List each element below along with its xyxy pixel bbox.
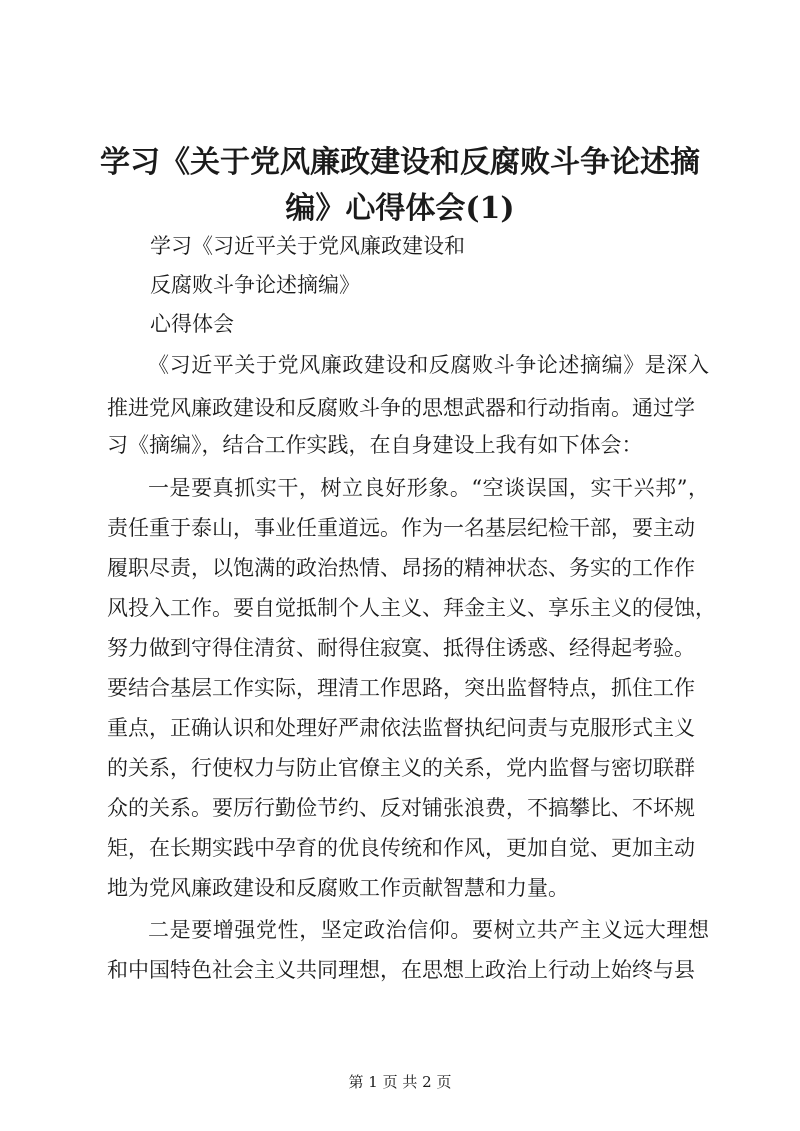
subheading-line-1: 学习《习近平关于党风廉政建设和	[150, 234, 465, 258]
body-line: 地为党风廉政建设和反腐败工作贡献智慧和力量。	[107, 876, 569, 900]
body-line: 二是要增强党性，坚定政治信仰。要树立共产主义远大理想	[148, 918, 709, 942]
document-title-line-1: 学习《关于党风廉政建设和反腐败斗争论述摘	[100, 145, 700, 180]
body-line: 责任重于泰山，事业任重道远。作为一名基层纪检干部，要主动	[107, 516, 695, 540]
body-line: 《习近平关于党风廉政建设和反腐败斗争论述摘编》是深入	[148, 353, 709, 377]
body-line: 和中国特色社会主义共同理想，在思想上政治上行动上始终与县	[107, 958, 695, 982]
document-title-line-2: 编》心得体会(1)	[285, 191, 515, 226]
body-line: 众的关系。要厉行勤俭节约、反对铺张浪费，不搞攀比、不坏规	[107, 796, 695, 820]
subheading-line-3: 心得体会	[150, 312, 234, 336]
body-line: 一是要真抓实干，树立良好形象。“空谈误国，实干兴邦”，	[148, 476, 709, 500]
body-line: 推进党风廉政建设和反腐败斗争的思想武器和行动指南。通过学	[107, 396, 695, 420]
body-line: 习《摘编》，结合工作实践，在自身建设上我有如下体会：	[107, 433, 643, 457]
body-line: 履职尽责，以饱满的政治热情、昂扬的精神状态、务实的工作作	[107, 556, 695, 580]
body-line: 的关系，行使权力与防止官僚主义的关系，党内监督与密切联群	[107, 756, 695, 780]
body-line: 重点，正确认识和处理好严肃依法监督执纪问责与克服形式主义	[107, 716, 695, 740]
body-line: 要结合基层工作实际，理清工作思路，突出监督特点，抓住工作	[107, 676, 695, 700]
body-line: 努力做到守得住清贫、耐得住寂寞、抵得住诱惑、经得起考验。	[107, 636, 695, 660]
body-line: 风投入工作。要自觉抵制个人主义、拜金主义、享乐主义的侵蚀，	[107, 596, 716, 620]
page-footer: 第 1 页 共 2 页	[348, 1073, 452, 1091]
body-line: 矩，在长期实践中孕育的优良传统和作风，更加自觉、更加主动	[107, 836, 695, 860]
subheading-line-2: 反腐败斗争论述摘编》	[150, 273, 360, 297]
